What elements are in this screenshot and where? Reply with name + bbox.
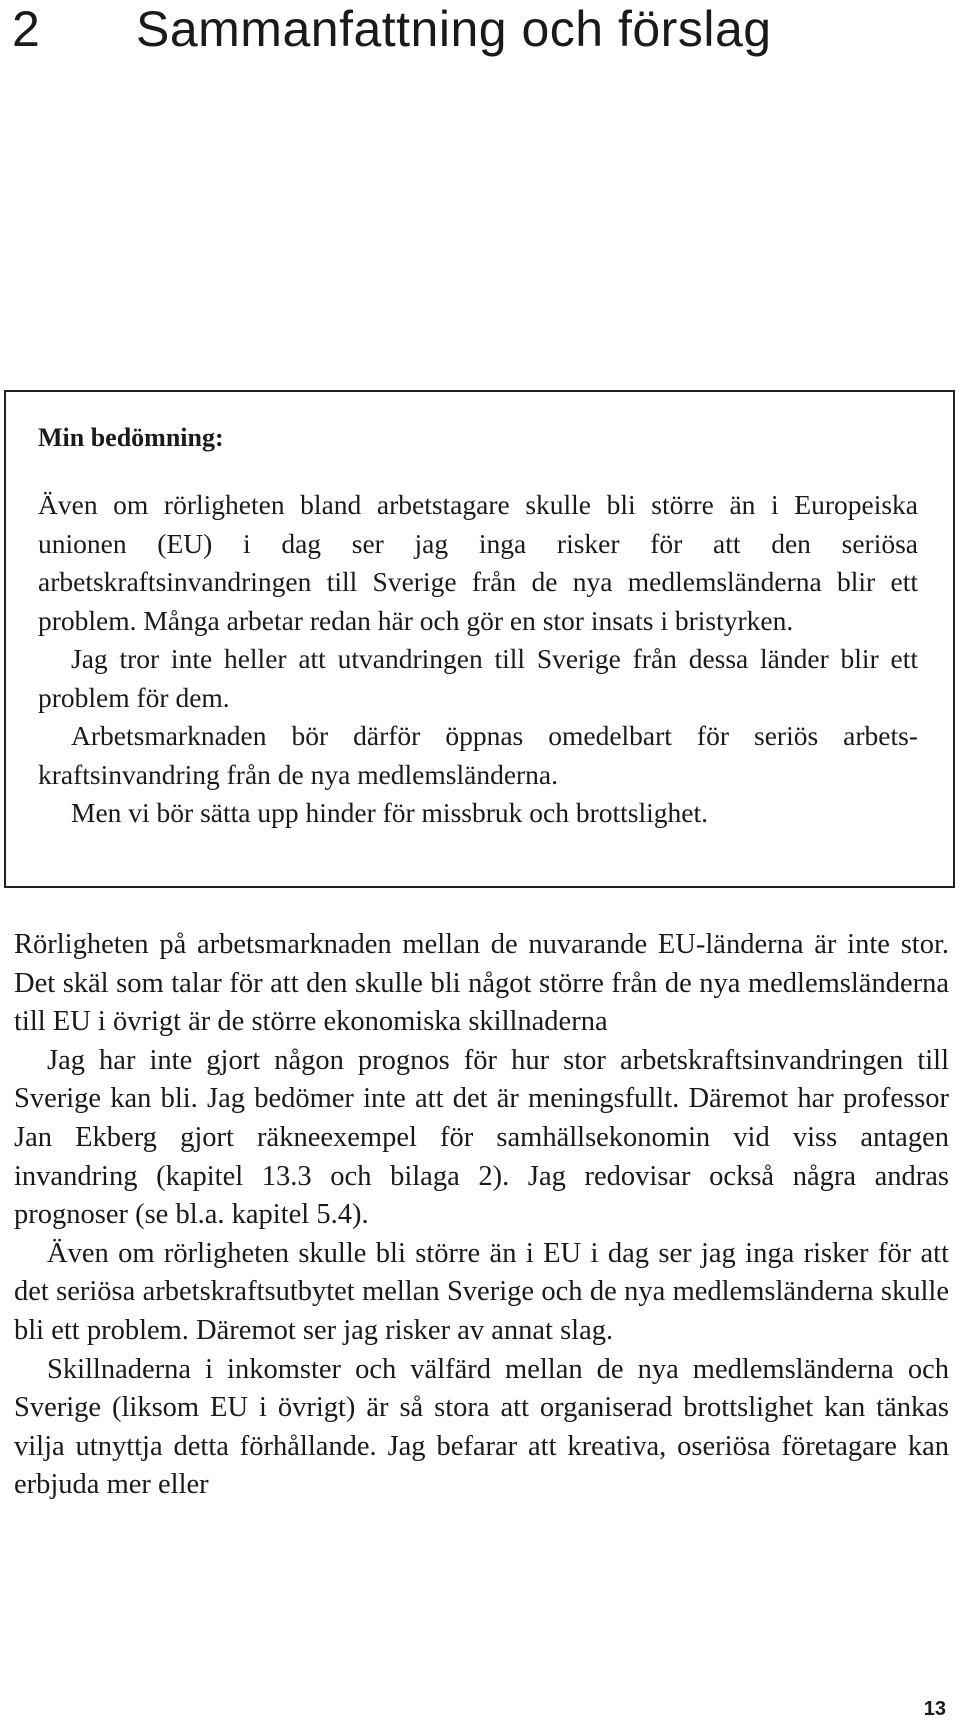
assessment-paragraph: Men vi bör sätta upp hinder för missbruk och brottslighet. (71, 797, 708, 828)
body-paragraph: Jag har inte gjort någon prognos för hur stor arbetskraftsinvandringen till Sverige kan bli. Jag bedömer inte att det är meningsfullt. Däremot har professor Jan Ekberg gjort räkneexempel för samhällsekonomin vid viss antagen invandring (kapitel 13.3 och bilaga 2). Jag redovisar också några andras prognoser (se bl.a. kapitel 5.4). (14, 1044, 949, 1231)
assessment-paragraph: Jag tror inte heller att utvandringen till Sverige från dessa länder blir ett problem för dem. (38, 643, 918, 713)
page-number: 13 (923, 1698, 946, 1720)
body-paragraph: Skillnaderna i inkomster och välfärd mellan de nya medlemsländerna och Sverige (liksom EU i övrigt) är så stora att organiserad brottslighet kan tänkas vilja utnyttja detta förhållande. Jag befarar att kreativa, oseriösa företagare kan erbjuda mer eller (14, 1353, 949, 1501)
body-paragraph: Rörligheten på arbetsmarknaden mellan de nuvarande EU-länderna är inte stor. Det skäl som talar för att den skulle bli något större från de nya medlemsländerna till EU i övrigt är de större ekonomiska skillnaderna (14, 929, 949, 1038)
body-paragraph: Även om rörligheten skulle bli större än i EU i dag ser jag inga risker för att det seriösa arbetskraftsutbytet mellan Sverige och de nya medlemsländerna skulle bli ett problem. Däremot ser jag risker av annat slag. (14, 1237, 949, 1346)
assessment-heading: Min bedömning: (38, 423, 224, 452)
chapter-title: Sammanfattning och förslag (136, 1, 772, 57)
assessment-box (4, 390, 955, 888)
assessment-paragraph: Arbetsmarknaden bör därför öppnas omedelbart för seriös arbetskraftsinvandring från de nya medlemsländerna. (38, 720, 918, 790)
assessment-text (38, 486, 918, 833)
chapter-number: 2 (12, 1, 41, 57)
chapter-heading (12, 0, 772, 58)
body-text (14, 926, 949, 1505)
assessment-paragraph: Även om rörligheten bland arbetstagare skulle bli större än i Europeiska unionen (EU) i dag ser jag inga risker för att den seriösa arbetskraftsinvandringen till Sverige från de nya medlemsländerna blir ett problem. Många arbetar redan här och gör en stor insats i bristyrken. (38, 489, 918, 636)
